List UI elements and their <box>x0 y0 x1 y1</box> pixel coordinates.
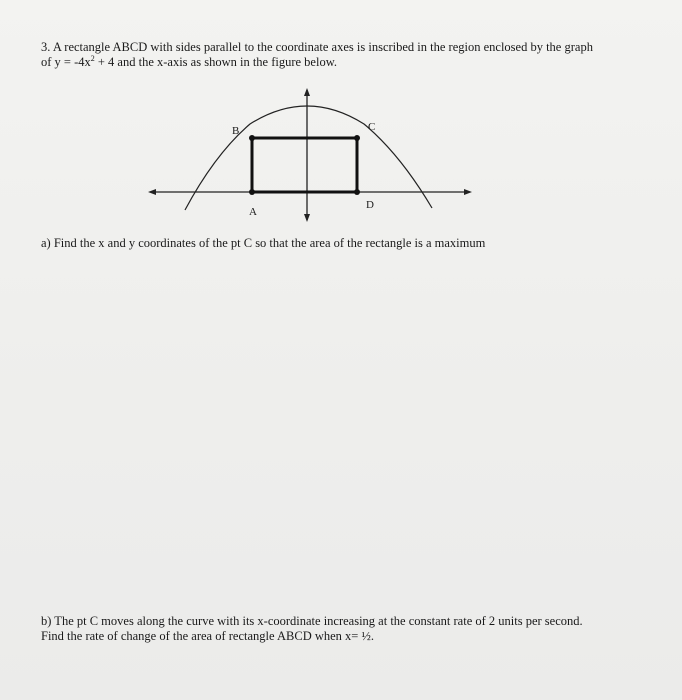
inscribed-rectangle <box>252 138 357 192</box>
point-D <box>354 189 360 195</box>
point-B <box>249 135 255 141</box>
point-A <box>249 189 255 195</box>
label-D: D <box>366 199 374 211</box>
problem-number: 3. <box>41 40 51 54</box>
label-B: B <box>232 125 240 137</box>
problem-statement <box>41 40 661 70</box>
problem-text-1: A rectangle ABCD with sides parallel to the coordinate axes is inscribed in the region enclosed by the graph <box>52 40 593 54</box>
problem-text-2: + 4 and the x-axis as shown in the figure below. <box>94 55 338 69</box>
question-b-line-2: Find the rate of change of the area of rectangle ABCD when x= ½. <box>41 629 374 643</box>
x-axis-right-arrow <box>464 189 472 195</box>
problem-line-1 <box>41 40 661 55</box>
equation-exponent: 2 <box>90 53 95 63</box>
parabola-curve <box>185 106 432 210</box>
x-axis-left-arrow <box>148 189 156 195</box>
question-b <box>41 614 661 644</box>
problem-line-2 <box>41 55 661 70</box>
label-C: C <box>368 121 376 133</box>
y-axis-up-arrow <box>304 88 310 96</box>
parabola-rectangle-figure <box>140 82 480 232</box>
question-a-text: a) Find the x and y coordinates of the pt C so that the area of the rectangle is a maximum <box>41 236 486 250</box>
figure-svg <box>140 82 480 232</box>
question-b-line-1: b) The pt C moves along the curve with its x-coordinate increasing at the constant rate of 2 units per second. <box>41 614 583 628</box>
label-A: A <box>249 206 257 218</box>
equation-text: of y = -4x <box>41 55 91 69</box>
question-a <box>41 236 661 251</box>
y-axis-down-arrow <box>304 214 310 222</box>
point-C <box>354 135 360 141</box>
